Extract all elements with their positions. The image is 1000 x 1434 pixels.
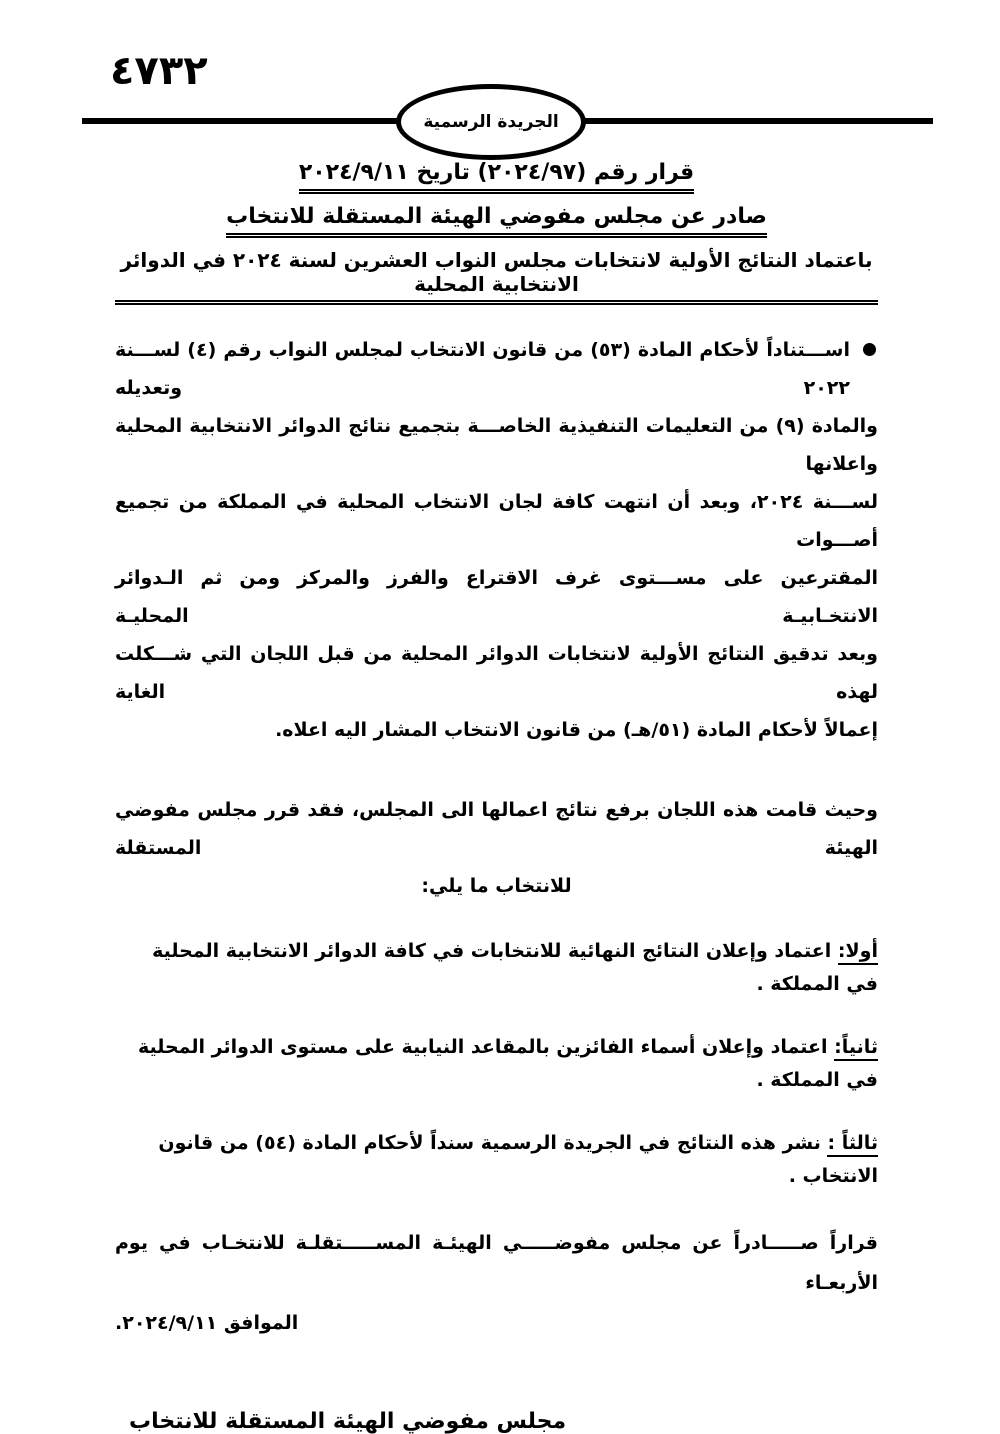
preamble-line: والمادة (٩) من التعليمات التنفيذية الخاصـــة بتجميع نتائج الدوائر الانتخابية المحلية واعلانها bbox=[115, 415, 878, 475]
decision-item-first bbox=[115, 935, 878, 1001]
whereas-paragraph bbox=[115, 791, 878, 905]
item-text: اعتماد وإعلان النتائج النهائية للانتخابات في كافة الدوائر الانتخابية المحلية في المملكة . bbox=[152, 940, 878, 995]
preamble-line: لســـنة ٢٠٢٤، وبعد أن انتهت كافة لجان الانتخاب المحلية في المملكة من تجميع أصـــوات bbox=[115, 491, 879, 551]
preamble-paragraph bbox=[115, 331, 878, 749]
gazette-title: الجريدة الرسمية bbox=[423, 112, 559, 132]
item-marker: أولا: bbox=[838, 940, 878, 965]
item-marker: ثالثاً : bbox=[827, 1132, 878, 1157]
closing-date-line: الموافق ٢٠٢٤/٩/١١. bbox=[115, 1312, 299, 1334]
signature-block: مجلس مفوضي الهيئة المستقلة للانتخاب bbox=[129, 1409, 567, 1434]
preamble-line: إعمالاً لأحكام المادة (٥١/هـ) من قانون الانتخاب المشار اليه اعلاه. bbox=[275, 719, 878, 741]
closing-line: قراراً صـــــادراً عن مجلس مفوضـــــي الهيئـة المســـــتقلـة للانتخـاب في يوم الأربعـاء bbox=[115, 1232, 878, 1294]
whereas-line: وحيث قامت هذه اللجان برفع نتائج اعمالها الى المجلس، فقد قرر مجلس مفوضي الهيئة المستقلة bbox=[115, 799, 878, 859]
item-text: نشر هذه النتائج في الجريدة الرسمية سنداً لأحكام المادة (٥٤) من قانون الانتخاب . bbox=[158, 1132, 878, 1187]
gazette-title-oval bbox=[396, 84, 586, 160]
whereas-line: للانتخاب ما يلي: bbox=[421, 875, 572, 897]
preamble-line: اســـتناداً لأحكام المادة (٥٣) من قانون الانتخاب لمجلس النواب رقم (٤) لســـنة ٢٠٢٢ وتعديله bbox=[115, 339, 850, 399]
preamble-line: المقترعين على مســـتوى غرف الاقتراع والفرز والمركز ومن ثم الـدوائر الانتخـابيـة المحليـة bbox=[115, 567, 878, 627]
decision-item-third bbox=[115, 1127, 878, 1193]
item-marker: ثانياً: bbox=[834, 1036, 878, 1061]
decision-item-second bbox=[115, 1031, 878, 1097]
page-number: ٤٧٣٢ bbox=[110, 48, 208, 94]
decision-title-line2: صادر عن مجلس مفوضي الهيئة المستقلة للانتخاب bbox=[115, 204, 878, 238]
closing-paragraph bbox=[115, 1223, 878, 1343]
item-text: اعتماد وإعلان أسماء الفائزين بالمقاعد النيابية على مستوى الدوائر المحلية في المملكة . bbox=[137, 1036, 878, 1091]
decision-title-line3: باعتماد النتائج الأولية لانتخابات مجلس النواب العشرين لسنة ٢٠٢٤ في الدوائر الانتخابية المحلية bbox=[115, 248, 878, 305]
bullet-icon bbox=[863, 343, 876, 356]
decision-title-line1: قرار رقم (٢٠٢٤/٩٧) تاريخ ٢٠٢٤/٩/١١ bbox=[115, 160, 878, 194]
preamble-line: وبعد تدقيق النتائج الأولية لانتخابات الدوائر المحلية من قبل اللجان التي شـــكلت لهذه الغاية bbox=[115, 643, 878, 703]
decision-body bbox=[115, 160, 878, 1434]
